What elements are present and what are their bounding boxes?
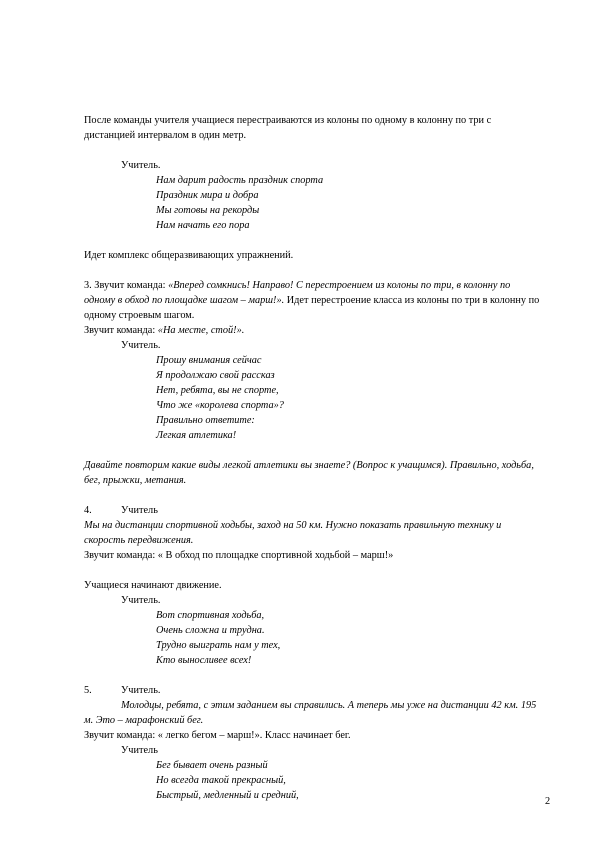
paragraph-question: Давайте повторим какие виды легкой атлетики вы знаете? (Вопрос к учащимся). Правильно, ходьба, бег, прыжки, метания. <box>84 460 534 486</box>
section-5-header <box>84 683 544 698</box>
section-3-text: 3. Звучит команда: <box>84 280 169 291</box>
section-4-header <box>84 503 544 518</box>
section-3-text-b: Идет перестроение класса из колоны по три в колонну по одному строевым шагом. <box>84 295 540 321</box>
section-5-number: 5. <box>84 685 92 696</box>
paragraph-section-5: Молодцы, ребята, с этим заданием вы справились. А теперь мы уже на дистанции 42 км. 195 м. Это – марафонский бег. <box>84 700 537 726</box>
teacher-label: Учитель <box>121 745 158 756</box>
poem-line: Нам дарит радость праздник спорта <box>156 175 324 186</box>
poem-line: Я продолжаю свой рассказ <box>156 370 275 381</box>
poem-line: Бег бывает очень разный <box>156 760 268 771</box>
paragraph-section-3 <box>84 278 544 323</box>
section-5-title: Учитель. <box>121 685 161 696</box>
paragraph-intro: После команды учителя учащиеся перестраиваются из колоны по одному в колонну по три с дистанцией интервалом в один метр. <box>84 115 492 141</box>
poem-line: Легкая атлетика! <box>156 430 237 441</box>
poem-line: Что же «королева спорта»? <box>156 400 284 411</box>
paragraph-stop <box>84 323 544 338</box>
poem-line: Но всегда такой прекрасный, <box>156 775 286 786</box>
poem-line: Быстрый, медленный и средний, <box>156 790 299 801</box>
poem-line: Мы готовы на рекорды <box>156 205 260 216</box>
teacher-label: Учитель. <box>121 340 161 351</box>
poem-line: Нет, ребята, вы не спорте, <box>156 385 279 396</box>
section-4-number: 4. <box>84 505 92 516</box>
section-3-command: «Вперед сомкнись! Направо! С перестроением из колоны по три, в колонну по одному в обход по площадке шагом – марш!». <box>84 280 511 306</box>
poem-line: Очень сложна и трудна. <box>156 625 265 636</box>
stop-command: «На месте, стой!». <box>157 325 245 336</box>
teacher-label: Учитель. <box>121 160 161 171</box>
poem-line: Праздник мира и добра <box>156 190 259 201</box>
stop-text: Звучит команда: <box>84 325 158 336</box>
poem-line: Нам начать его пора <box>156 220 250 231</box>
poem-line: Правильно ответите: <box>156 415 255 426</box>
paragraph-complex: Идет комплекс общеразвивающих упражнений. <box>84 250 294 261</box>
teacher-label: Учитель. <box>121 595 161 606</box>
paragraph-section-5-command: Звучит команда: « легко бегом – марш!». Класс начинает бег. <box>84 730 351 741</box>
paragraph-start-move: Учащиеся начинают движение. <box>84 580 222 591</box>
paragraph-section-4: Мы на дистанции спортивной ходьбы, заход на 50 км. Нужно показать правильную технику и скорость передвижения. <box>84 520 502 546</box>
poem-line: Прошу внимания сейчас <box>156 355 262 366</box>
poem-line: Трудно выиграть нам у тех, <box>156 640 281 651</box>
document-body <box>84 113 544 803</box>
poem-line: Вот спортивная ходьба, <box>156 610 265 621</box>
page-number: 2 <box>545 796 551 807</box>
paragraph-section-4-command: Звучит команда: « В обход по площадке спортивной ходьбой – марш!» <box>84 550 394 561</box>
section-4-title: Учитель <box>121 505 158 516</box>
poem-line: Кто выносливее всех! <box>156 655 252 666</box>
